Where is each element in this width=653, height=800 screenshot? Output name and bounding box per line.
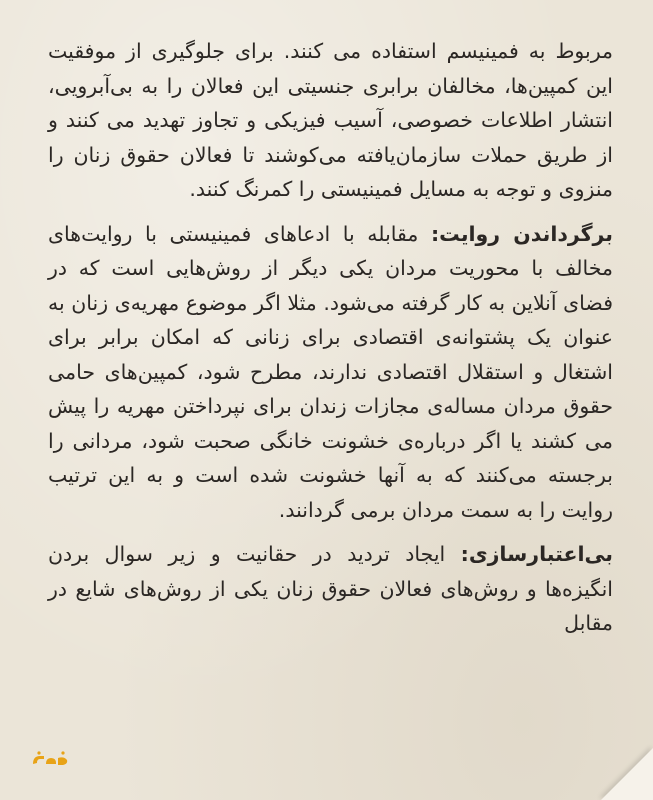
brand-logo-icon [30,750,70,768]
paragraph-text: مقابله با ادعاهای فمینیستی با روایت‌های مخالف با محوریت مردان یکی دیگر از روش‌هایی است که در فضای آنلاین به کار گرفته می‌شود. مثلا اگر موضوع مهریه‌ی زنان به عنوان یک پشتوانه‌ی اقتصادی برای زنانی که امکان برابر برای اشتغال و استقلال اقتصادی ندارند، مطرح شود، کمپین‌های حامی حقوق مردان مساله‌ی مجازات زندان برای نپرداختن مهریه را پیش می کشند یا اگر درباره‌ی خشونت خانگی صحبت شود، مردانی را برجسته می‌کنند که به آنها خشونت شده است و به این ترتیب روایت را به سمت مردان برمی گردانند. [48,221,613,522]
paragraph-text: مربوط به فمینیسم استفاده می کنند. برای جلوگیری از موفقیت این کمپین‌ها، مخالفان برابری جنسیتی این فعالان را به بی‌آبرویی، انتشار اطلاعات خصوصی، آسیب فیزیکی و تجاوز تهدید می کنند و از طریق حملات سازمان‌یافته می‌کوشند تا فعالان حقوق زنان را منزوی و توجه به مسایل فمینیستی را کمرنگ کنند. [48,39,613,201]
page-curl [601,748,653,800]
paragraph [48,537,613,641]
article-body [48,34,613,651]
paragraph [48,34,613,207]
paragraph-text: ایجاد تردید در حقانیت و زیر سوال بردن انگیزه‌ها و روش‌های فعالان حقوق زنان یکی از روش‌های شایع در مقابل [48,542,613,635]
paragraph [48,217,613,528]
paragraph-heading: برگرداندن روایت: [430,221,613,246]
logo-graphic [30,750,70,768]
paragraph-heading: بی‌اعتبارسازی: [460,542,613,566]
